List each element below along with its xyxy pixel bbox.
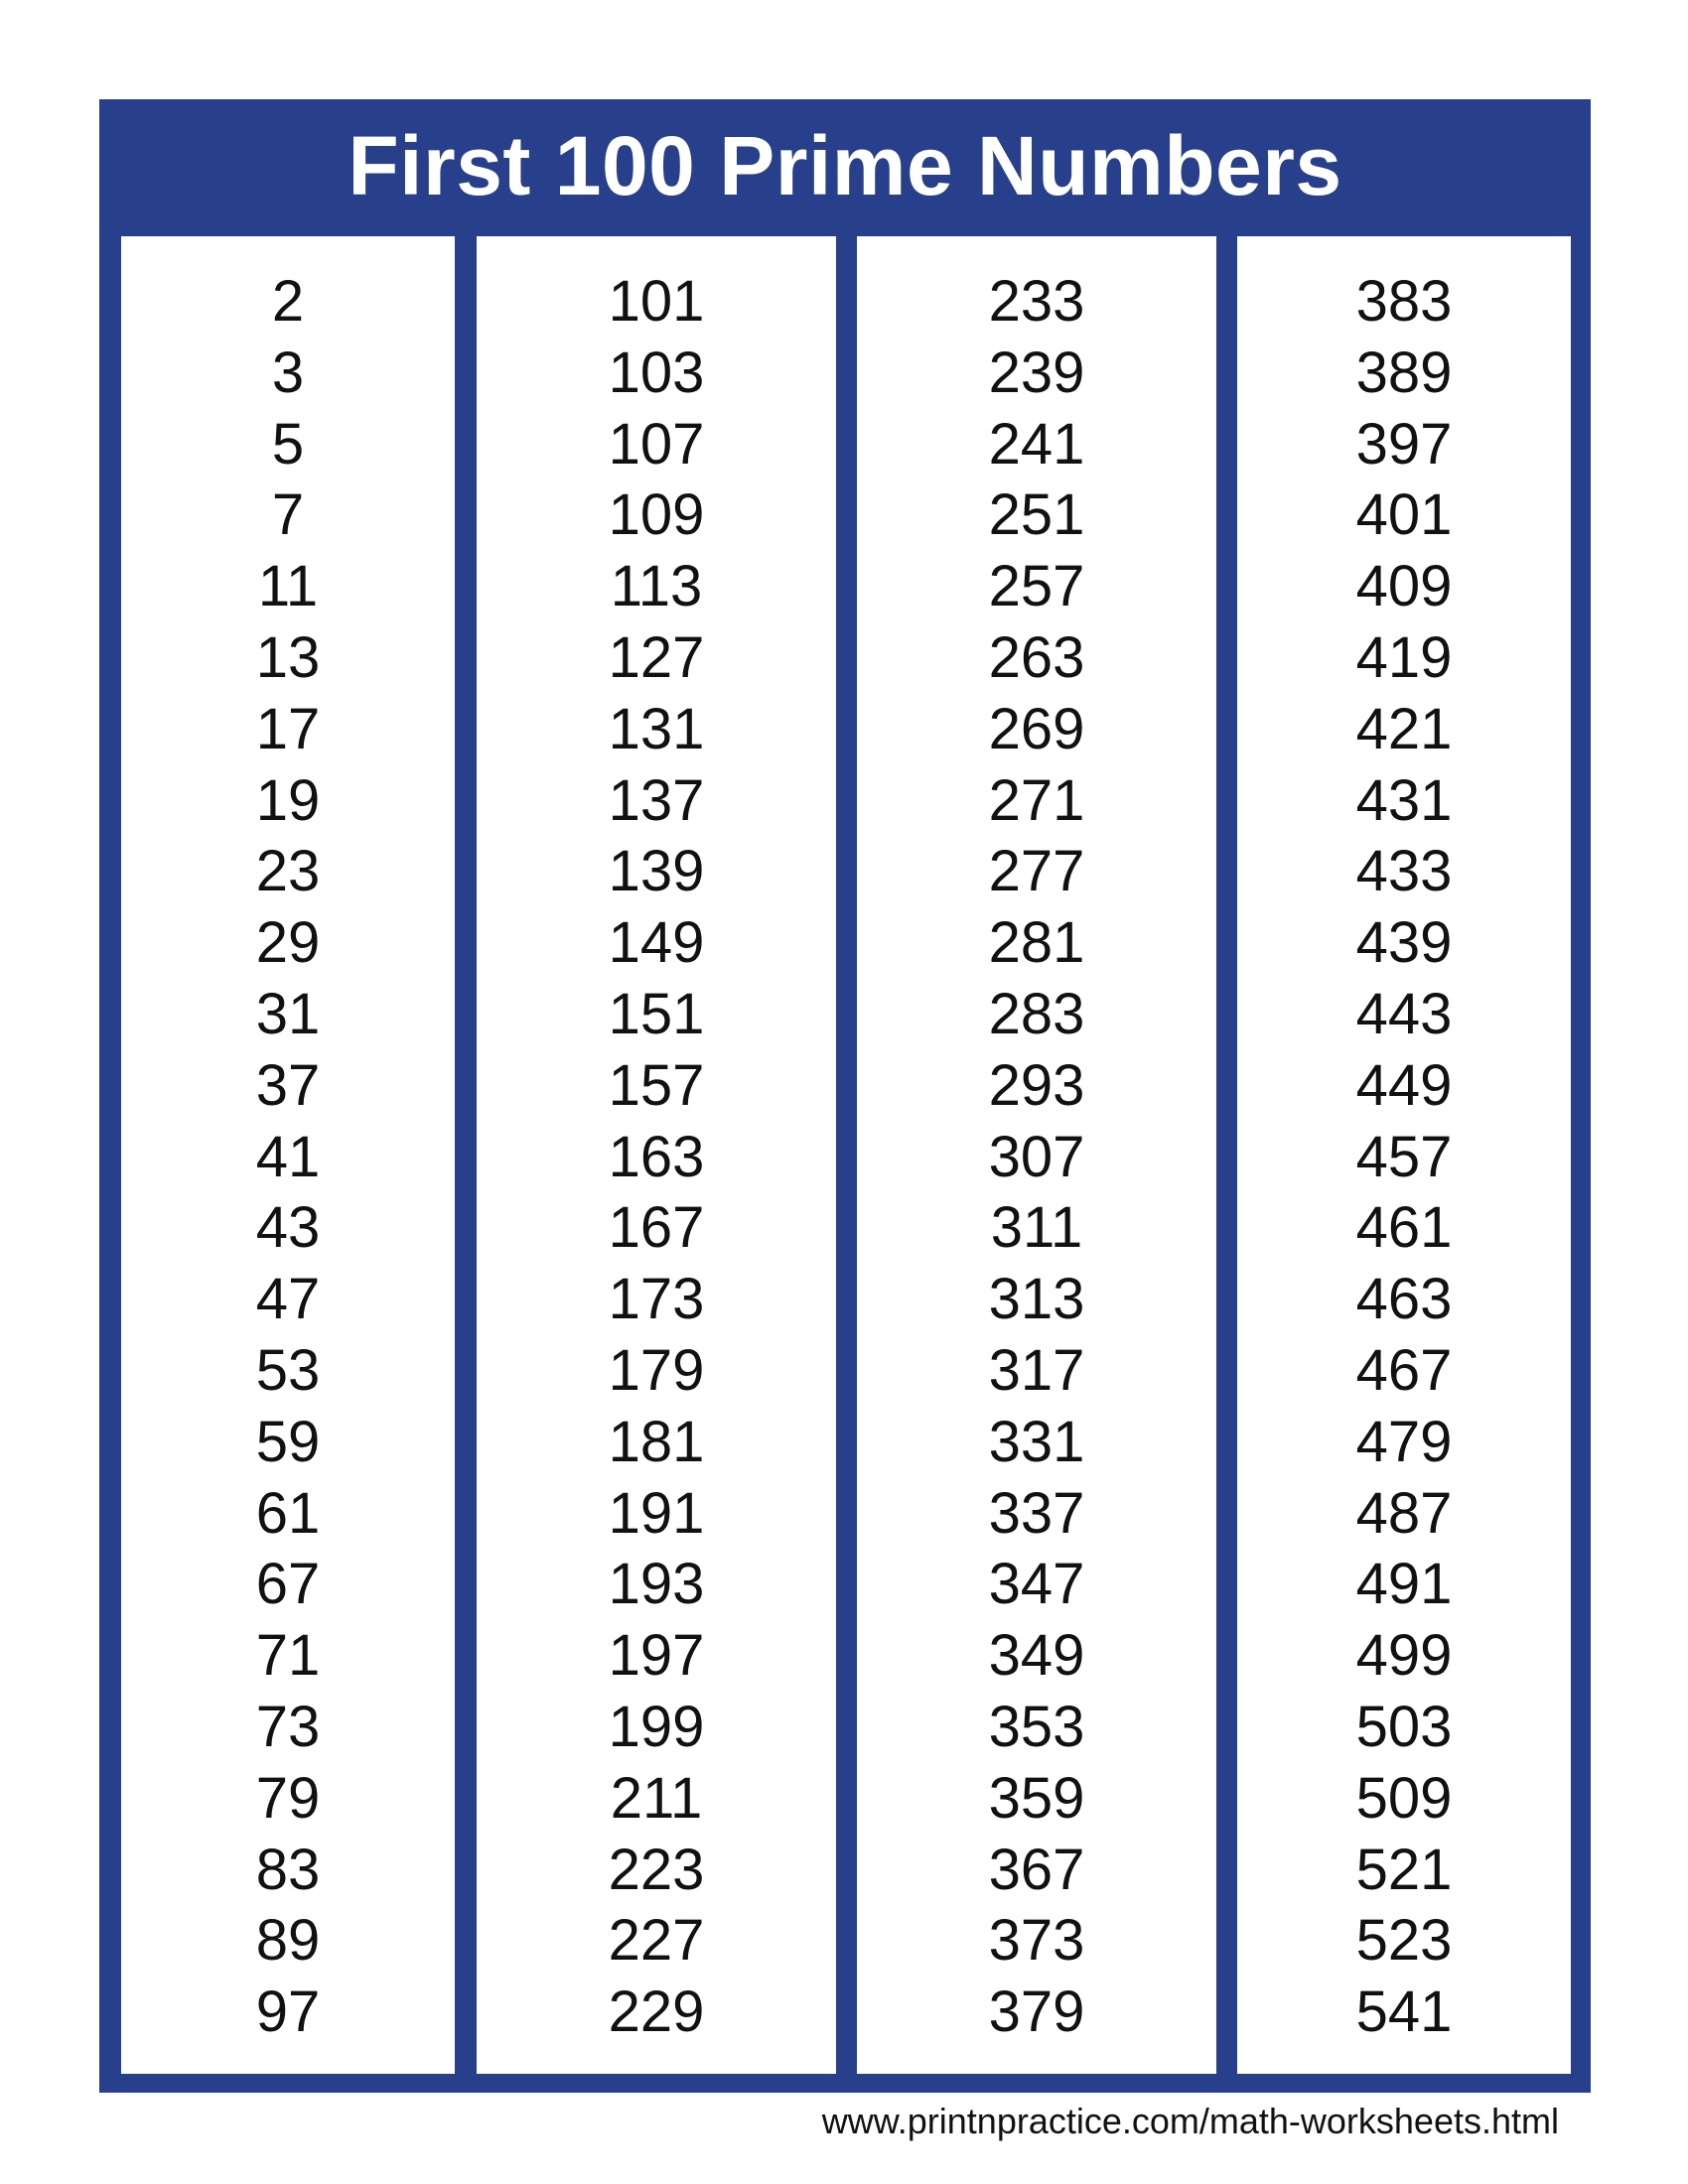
prime-number: 193	[608, 1552, 705, 1617]
prime-number: 211	[610, 1765, 703, 1831]
prime-number: 449	[1355, 1052, 1453, 1118]
prime-number: 419	[1355, 624, 1453, 690]
prime-number: 13	[255, 624, 321, 690]
prime-number: 409	[1355, 554, 1453, 619]
prime-number: 227	[608, 1908, 705, 1974]
prime-number: 257	[988, 554, 1085, 619]
prime-number: 7	[271, 482, 305, 548]
prime-number: 443	[1355, 981, 1453, 1046]
prime-number: 367	[988, 1837, 1085, 1902]
prime-number: 421	[1355, 696, 1453, 761]
prime-number: 109	[608, 482, 705, 548]
prime-number: 79	[255, 1765, 321, 1831]
prime-number: 37	[255, 1052, 321, 1118]
prime-number: 197	[608, 1623, 705, 1689]
prime-number: 179	[608, 1337, 705, 1403]
prime-number: 401	[1355, 482, 1453, 548]
prime-number: 101	[608, 269, 705, 334]
prime-number: 281	[988, 910, 1085, 976]
prime-number: 233	[988, 269, 1085, 334]
prime-number: 431	[1355, 767, 1453, 833]
prime-number: 263	[988, 624, 1085, 690]
prime-number: 313	[988, 1267, 1085, 1332]
prime-number: 127	[608, 624, 705, 690]
prime-number: 71	[255, 1623, 321, 1689]
footer-url: www.printnpractice.com/math-worksheets.html	[821, 2101, 1559, 2141]
prime-number: 241	[988, 411, 1085, 477]
prime-number: 239	[988, 340, 1085, 405]
prime-number: 461	[1355, 1195, 1453, 1261]
prime-column-3	[857, 236, 1216, 2074]
prime-number: 131	[608, 696, 705, 761]
prime-number: 487	[1355, 1480, 1453, 1546]
prime-table-frame	[99, 99, 1591, 2093]
prime-number: 331	[988, 1409, 1085, 1474]
prime-number: 17	[255, 696, 321, 761]
prime-number: 467	[1355, 1337, 1453, 1403]
prime-number: 359	[988, 1765, 1085, 1831]
prime-number: 397	[1355, 411, 1453, 477]
prime-column-1	[121, 236, 455, 2074]
prime-number: 491	[1355, 1552, 1453, 1617]
prime-number: 283	[988, 981, 1085, 1046]
prime-number: 521	[1355, 1837, 1453, 1902]
prime-number: 11	[257, 554, 319, 619]
prime-number: 293	[988, 1052, 1085, 1118]
prime-number: 151	[608, 981, 705, 1046]
prime-number: 311	[990, 1195, 1083, 1261]
prime-number: 5	[271, 411, 305, 477]
prime-number: 199	[608, 1694, 705, 1759]
prime-number: 347	[988, 1552, 1085, 1617]
prime-number: 499	[1355, 1623, 1453, 1689]
prime-number: 229	[608, 1979, 705, 2045]
prime-number: 149	[608, 910, 705, 976]
prime-number: 181	[608, 1409, 705, 1474]
prime-column-4	[1237, 236, 1571, 2074]
prime-number: 337	[988, 1480, 1085, 1546]
prime-number: 439	[1355, 910, 1453, 976]
prime-number: 223	[608, 1837, 705, 1902]
prime-number: 29	[255, 910, 321, 976]
prime-number: 41	[255, 1124, 321, 1189]
prime-number: 349	[988, 1623, 1085, 1689]
prime-number: 43	[255, 1195, 321, 1261]
prime-number: 137	[608, 767, 705, 833]
prime-number: 379	[988, 1979, 1085, 2045]
prime-number: 47	[255, 1267, 321, 1332]
prime-column-2	[477, 236, 836, 2074]
prime-number: 353	[988, 1694, 1085, 1759]
prime-number: 389	[1355, 340, 1453, 405]
prime-number: 191	[608, 1480, 705, 1546]
page-title: First 100 Prime Numbers	[348, 119, 1342, 212]
prime-number: 509	[1355, 1765, 1453, 1831]
prime-number: 383	[1355, 269, 1453, 334]
prime-number: 167	[608, 1195, 705, 1261]
prime-number: 139	[608, 839, 705, 904]
prime-number: 73	[255, 1694, 321, 1759]
prime-number: 53	[255, 1337, 321, 1403]
prime-number: 157	[608, 1052, 705, 1118]
prime-number: 61	[255, 1480, 321, 1546]
prime-number: 163	[608, 1124, 705, 1189]
prime-number: 503	[1355, 1694, 1453, 1759]
prime-number: 307	[988, 1124, 1085, 1189]
prime-number: 523	[1355, 1908, 1453, 1974]
prime-number: 59	[255, 1409, 321, 1474]
prime-number: 31	[255, 981, 321, 1046]
prime-number: 457	[1355, 1124, 1453, 1189]
prime-number: 19	[255, 767, 321, 833]
prime-columns	[99, 99, 1591, 2093]
prime-number: 541	[1355, 1979, 1453, 2045]
prime-number: 251	[988, 482, 1085, 548]
prime-number: 271	[988, 767, 1085, 833]
prime-number: 3	[271, 340, 305, 405]
prime-number: 113	[610, 554, 703, 619]
prime-number: 89	[255, 1908, 321, 1974]
prime-number: 277	[988, 839, 1085, 904]
prime-number: 373	[988, 1908, 1085, 1974]
prime-number: 83	[255, 1837, 321, 1902]
prime-number: 269	[988, 696, 1085, 761]
prime-number: 433	[1355, 839, 1453, 904]
prime-number: 103	[608, 340, 705, 405]
prime-number: 479	[1355, 1409, 1453, 1474]
prime-number: 23	[255, 839, 321, 904]
prime-number: 317	[988, 1337, 1085, 1403]
prime-number: 97	[255, 1979, 321, 2045]
prime-number: 173	[608, 1267, 705, 1332]
prime-number: 67	[255, 1552, 321, 1617]
prime-number: 2	[271, 269, 305, 334]
prime-number: 463	[1355, 1267, 1453, 1332]
prime-number: 107	[608, 411, 705, 477]
